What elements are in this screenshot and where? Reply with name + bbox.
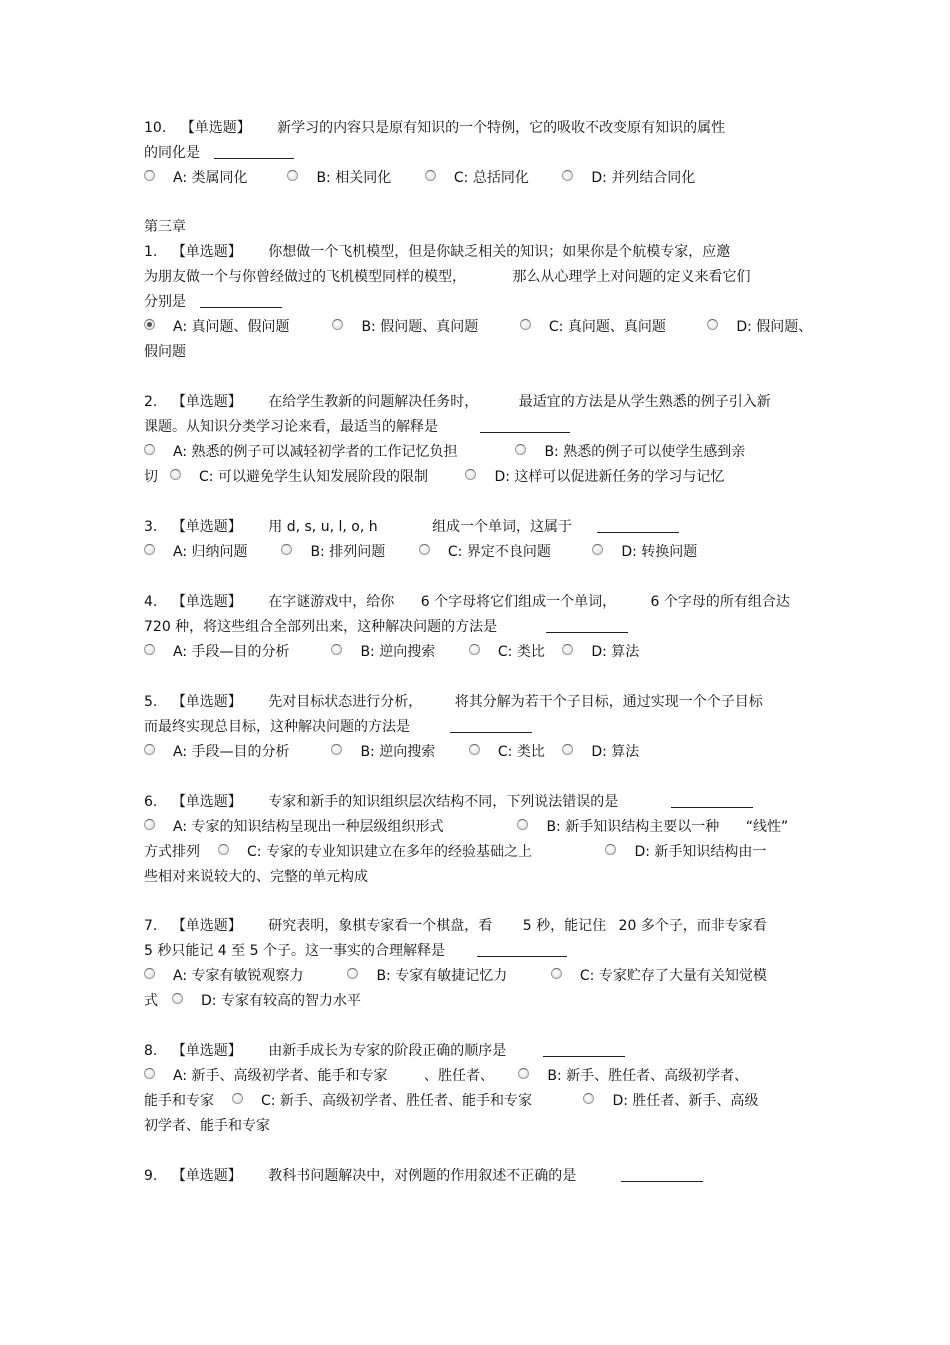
question-text: 那么从心理学上对问题的定义来看它们: [512, 269, 751, 285]
answer-blank: [214, 142, 294, 159]
radio-option-d[interactable]: [562, 644, 573, 655]
radio-option-a[interactable]: [144, 819, 155, 830]
radio-option-b[interactable]: [331, 744, 342, 755]
question-type-tag: 【单选题】: [180, 120, 251, 136]
question-2: [144, 390, 824, 490]
radio-option-d[interactable]: [562, 744, 573, 755]
option-a-label: A: 专家有敏锐观察力: [173, 968, 304, 984]
question-text: 你想做一个飞机模型，但是你缺乏相关的知识；如果你是个航模专家，应邀: [268, 244, 731, 260]
radio-option-b[interactable]: [331, 644, 342, 655]
question-7: [144, 914, 824, 1014]
question-text: 5 秒，能记住: [522, 918, 607, 934]
option-d-label: D: 这样可以促进新任务的学习与记忆: [494, 469, 725, 485]
option-c-label: C: 真问题、真问题: [548, 319, 666, 335]
question-text: 研究表明，象棋专家看一个棋盘，看: [268, 918, 493, 934]
question-3: [144, 515, 824, 565]
radio-option-c[interactable]: [425, 170, 436, 181]
question-type-tag: 【单选题】: [171, 1168, 242, 1184]
option-d-label-continued: 初学者、能手和专家: [144, 1118, 270, 1134]
question-text: 用 d, s, u, l, o, h: [268, 519, 378, 535]
option-d-label: D: 假问题、: [736, 319, 813, 335]
question-number: 8.: [144, 1043, 158, 1059]
option-a-label: A: 专家的知识结构呈现出一种层级组织形式: [173, 819, 444, 835]
radio-option-d[interactable]: [583, 1093, 594, 1104]
question-10: [144, 116, 824, 191]
answer-blank: [546, 616, 628, 633]
option-b-label: B: 逆向搜索: [360, 744, 436, 760]
option-c-label: C: 总括同化: [453, 170, 529, 186]
question-type-tag: 【单选题】: [171, 694, 242, 710]
question-type-tag: 【单选题】: [171, 594, 242, 610]
question-text: 专家和新手的知识组织层次结构不同，下列说法错误的是: [268, 794, 619, 810]
question-type-tag: 【单选题】: [171, 918, 242, 934]
option-d-label: D: 专家有较高的智力水平: [201, 993, 361, 1009]
question-text: 由新手成长为专家的阶段正确的顺序是: [268, 1043, 507, 1059]
option-b-label-continued: 切: [144, 469, 158, 485]
question-text: 在给学生教新的问题解决任务时，: [268, 394, 479, 410]
question-text: 先对目标状态进行分析，: [268, 694, 423, 710]
question-9: [144, 1164, 824, 1189]
question-number: 10.: [144, 120, 167, 136]
question-text: 组成一个单词，这属于: [432, 519, 573, 535]
option-b-label: B: 专家有敏捷记忆力: [376, 968, 508, 984]
option-d-label-continued: 些相对来说较大的、完整的单元构成: [144, 869, 368, 885]
question-text: 20 多个子，而非专家看: [618, 918, 767, 934]
radio-option-b[interactable]: [347, 968, 358, 979]
option-c-label: C: 类比: [497, 644, 545, 660]
question-4: [144, 590, 824, 665]
question-text: 5 秒只能记 4 至 5 个子。这一事实的合理解释是: [144, 943, 445, 959]
question-text: 的同化是: [144, 145, 200, 161]
radio-option-b[interactable]: [281, 544, 292, 555]
radio-option-b[interactable]: [518, 1068, 529, 1079]
radio-option-b[interactable]: [287, 170, 298, 181]
question-number: 4.: [144, 594, 158, 610]
option-d-label: D: 算法: [591, 744, 640, 760]
question-number: 9.: [144, 1168, 158, 1184]
radio-option-c[interactable]: [218, 844, 229, 855]
option-d-label: D: 胜任者、新手、高级: [612, 1093, 759, 1109]
radio-option-a[interactable]: [144, 968, 155, 979]
radio-option-a[interactable]: [144, 170, 155, 181]
option-a-label: A: 熟悉的例子可以减轻初学者的工作记忆负担: [173, 444, 458, 460]
question-type-tag: 【单选题】: [171, 519, 242, 535]
question-text: 课题。从知识分类学习论来看，最适当的解释是: [144, 419, 438, 435]
option-c-label: C: 界定不良问题: [447, 544, 551, 560]
radio-option-a[interactable]: [144, 444, 155, 455]
option-d-label: D: 并列结合同化: [591, 170, 696, 186]
question-number: 6.: [144, 794, 158, 810]
answer-blank: [543, 1040, 625, 1057]
radio-option-c[interactable]: [419, 544, 430, 555]
question-number: 5.: [144, 694, 158, 710]
question-6: [144, 790, 824, 890]
radio-option-c[interactable]: [469, 644, 480, 655]
answer-blank: [450, 716, 532, 733]
option-a-label: A: 手段—目的分析: [173, 744, 290, 760]
question-type-tag: 【单选题】: [171, 244, 242, 260]
radio-option-a[interactable]: [144, 319, 155, 330]
option-d-label: D: 转换问题: [621, 544, 698, 560]
option-b-quote: “线性”: [745, 819, 789, 835]
radio-option-d[interactable]: [592, 544, 603, 555]
question-8: [144, 1039, 824, 1139]
answer-blank: [480, 416, 570, 433]
option-c-label: C: 新手、高级初学者、胜任者、能手和专家: [261, 1093, 532, 1109]
answer-blank: [200, 291, 282, 308]
question-type-tag: 【单选题】: [171, 394, 242, 410]
option-c-label-continued: 式: [144, 993, 158, 1009]
option-b-label: B: 排列问题: [310, 544, 386, 560]
radio-option-a[interactable]: [144, 544, 155, 555]
radio-option-c[interactable]: [520, 319, 531, 330]
radio-option-b[interactable]: [515, 444, 526, 455]
option-a-label: A: 类属同化: [173, 170, 248, 186]
radio-option-d[interactable]: [172, 993, 183, 1004]
option-b-label: B: 新手、胜任者、高级初学者、: [547, 1068, 749, 1084]
option-c-label: C: 专家的专业知识建立在多年的经验基础之上: [247, 844, 532, 860]
radio-option-d[interactable]: [707, 319, 718, 330]
answer-blank: [477, 940, 567, 957]
radio-option-a[interactable]: [144, 1068, 155, 1079]
option-d-label: D: 算法: [591, 644, 640, 660]
chapter-heading-block: [144, 215, 824, 240]
radio-option-c[interactable]: [551, 968, 562, 979]
radio-option-b[interactable]: [517, 819, 528, 830]
question-1: [144, 240, 824, 365]
option-d-label-continued: 假问题: [144, 344, 186, 360]
option-b-label: B: 逆向搜索: [360, 644, 436, 660]
question-number: 7.: [144, 918, 158, 934]
answer-blank: [597, 516, 679, 533]
answer-blank: [671, 791, 753, 808]
question-text: 6 个字母将它们组成一个单词，: [420, 594, 617, 610]
question-text: 分别是: [144, 294, 186, 310]
radio-option-b[interactable]: [332, 319, 343, 330]
question-text: 6 个字母的所有组合达: [650, 594, 790, 610]
option-c-label: C: 类比: [497, 744, 545, 760]
option-b-label: B: 新手知识结构主要以一种: [546, 819, 720, 835]
question-text: 在字谜游戏中，给你: [268, 594, 395, 610]
radio-option-d[interactable]: [562, 170, 573, 181]
option-a-label: A: 真问题、假问题: [173, 319, 290, 335]
option-b-label: B: 熟悉的例子可以使学生感到亲: [544, 444, 746, 460]
radio-option-d[interactable]: [605, 844, 616, 855]
option-c-label: C: 可以避免学生认知发展阶段的限制: [199, 469, 428, 485]
option-b-label-continued: 能手和专家: [144, 1093, 214, 1109]
question-type-tag: 【单选题】: [171, 1043, 242, 1059]
radio-option-d[interactable]: [465, 469, 476, 480]
question-5: [144, 690, 824, 765]
radio-option-a[interactable]: [144, 644, 155, 655]
option-a-label: A: 新手、高级初学者、能手和专家: [173, 1068, 388, 1084]
option-b-label-continued: 方式排列: [144, 844, 200, 860]
radio-option-c[interactable]: [469, 744, 480, 755]
option-b-label: B: 相关同化: [316, 170, 392, 186]
option-b-label: B: 假问题、真问题: [361, 319, 479, 335]
option-a-label: A: 手段—目的分析: [173, 644, 290, 660]
question-text: 将其分解为若干个子目标，通过实现一个个子目标: [454, 694, 763, 710]
question-text: 最适宜的方法是从学生熟悉的例子引入新: [518, 394, 771, 410]
question-number: 3.: [144, 519, 158, 535]
option-a-label-tail: 、胜任者、: [423, 1068, 494, 1084]
question-number: 1.: [144, 244, 158, 260]
question-text: 为朋友做一个与你曾经做过的飞机模型同样的模型，: [144, 269, 466, 285]
question-text: 720 种，将这些组合全部列出来，这种解决问题的方法是: [144, 619, 498, 635]
option-d-label: D: 新手知识结构由一: [634, 844, 767, 860]
question-text: 新学习的内容只是原有知识的一个特例，它的吸收不改变原有知识的属性: [277, 120, 726, 136]
option-a-label: A: 归纳问题: [173, 544, 248, 560]
answer-blank: [621, 1165, 703, 1182]
question-number: 2.: [144, 394, 158, 410]
option-c-label: C: 专家贮存了大量有关知觉模: [579, 968, 767, 984]
question-text: 教科书问题解决中，对例题的作用叙述不正确的是: [268, 1168, 577, 1184]
radio-option-a[interactable]: [144, 744, 155, 755]
question-text: 而最终实现总目标，这种解决问题的方法是: [144, 719, 410, 735]
radio-option-c[interactable]: [232, 1093, 243, 1104]
question-type-tag: 【单选题】: [171, 794, 242, 810]
radio-option-c[interactable]: [170, 469, 181, 480]
chapter-title: 第三章: [144, 219, 186, 235]
